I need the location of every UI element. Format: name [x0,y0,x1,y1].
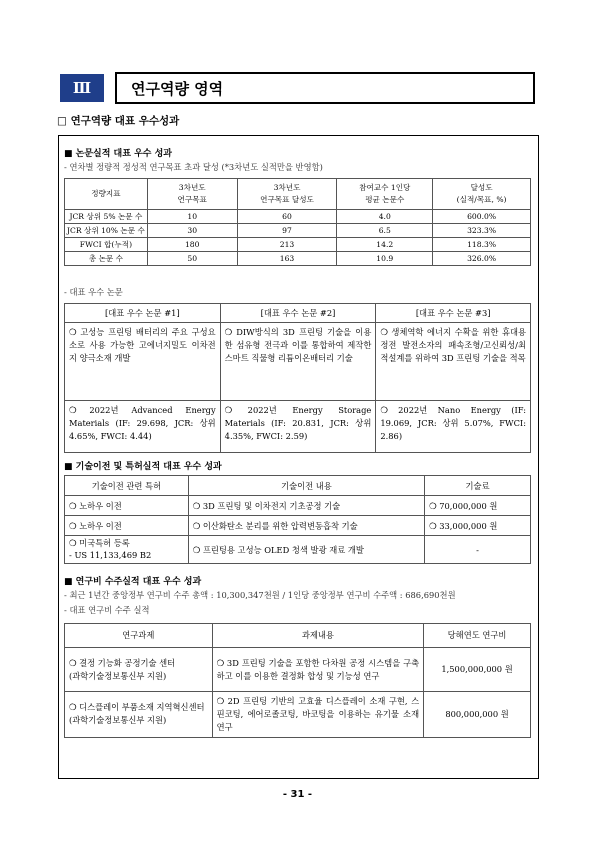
table-row [65,516,531,536]
table-header-row [65,476,531,496]
rep-paper-info: ❍ 2022년 Energy Storage Materials (IF: 20.831, JCR: 상위 4.35%, FWCI: 2.59) [220,401,376,453]
cell: ❍ 미국특허 등록 - US 11,133,469 B2 [65,536,189,564]
rep-paper-label: [대표 우수 논문 #1] [65,304,221,323]
cell: 6.5 [337,224,433,238]
cell: 4.0 [337,210,433,224]
tech-heading: ■ 기술이전 및 특허실적 대표 우수 성과 [64,462,222,472]
col-header: 기술이전 관련 특허 [65,476,189,496]
col-header: 기술료 [425,476,531,496]
cell: JCR 상위 10% 논문 수 [65,224,148,238]
table-row [65,210,531,224]
cell: 총 논문 수 [65,252,148,266]
funding-heading: ■ 연구비 수주실적 대표 우수 성과 [64,577,202,587]
col-header: 정량지표 [65,179,148,210]
cell: ❍ 70,000,000 원 [425,496,531,516]
cell: ❍ 3D 프린팅 기술을 포함한 다차원 공정 시스템을 구축하고 이를 이용한 결정화 합성 및 기능성 연구 [212,648,423,692]
table-row [65,401,531,453]
cell: 163 [237,252,337,266]
col-header: 기술이전 내용 [188,476,424,496]
cell: 30 [147,224,237,238]
table-row [65,323,531,401]
cell: 323.3% [433,224,531,238]
table-row [65,238,531,252]
rep-paper-label: [대표 우수 논문 #2] [220,304,376,323]
cell: ❍ 33,000,000 원 [425,516,531,536]
papers-note: - 연차별 정량적 정성적 연구목표 초과 달성 (*3차년도 실적만을 반영함) [64,162,323,172]
col-header: 당해연도 연구비 [424,624,531,648]
cell: ❍ 3D 프린팅 및 이차전지 기초공정 기술 [188,496,424,516]
cell: ❍ 프린팅용 고성능 OLED 청색 발광 재료 개발 [188,536,424,564]
cell: 180 [147,238,237,252]
page-number: - 31 - [282,789,313,800]
col-header: 달성도 (실적/목표, %) [433,179,531,210]
rep-paper-label: [대표 우수 논문 #3] [376,304,531,323]
cell: 10.9 [337,252,433,266]
cell: 600.0% [433,210,531,224]
table-row [65,496,531,516]
section-heading: □ 연구역량 대표 우수성과 [57,115,180,127]
rep-paper-desc: ❍ DIW방식의 3D 프린팅 기술을 이용한 섬유형 전극과 이를 통합하여 제작한 스마트 직물형 리튬이온배터리 기술 [220,323,376,401]
funding-note-total: - 최근 1년간 중앙정부 연구비 수주 총액 : 10,300,347천원 / 1인당 중앙정부 연구비 수주액 : 686,690천원 [64,590,456,600]
cell: 60 [237,210,337,224]
cell: FWCI 합(누적) [65,238,148,252]
rep-paper-info: ❍ 2022년 Nano Energy (IF: 19.069, JCR: 상위 5.07%, FWCI: 2.86) [376,401,531,453]
cell: 800,000,000 원 [424,692,531,738]
chapter-title: 연구역량 영역 [115,72,535,104]
cell: ❍ 결정 기능화 공정기술 센터 (과학기술정보통신부 지원) [65,648,213,692]
rep-papers-note: - 대표 우수 논문 [64,287,123,297]
tech-transfer-table [64,475,531,564]
table-row [65,692,531,738]
table-row [65,224,531,238]
funding-table [64,623,531,738]
table-row [65,252,531,266]
cell: 50 [147,252,237,266]
table-row [65,536,531,564]
rep-paper-desc: ❍ 생체역학 에너지 수확을 위한 휴대용 정전 발전소자의 패속조형/고신뢰성/최적설계를 위하여 3D 프린팅 기술을 적목 [376,323,531,401]
funding-note-rep: - 대표 연구비 수주 실적 [64,605,150,615]
rep-papers-table [64,303,531,453]
cell: ❍ 디스플레이 부품소재 지역혁신센터 (과학기술정보통신부 지원) [65,692,213,738]
col-header: 참여교수 1인당 평균 논문수 [337,179,433,210]
cell: 14.2 [337,238,433,252]
cell: 10 [147,210,237,224]
cell: 97 [237,224,337,238]
cell: JCR 상위 5% 논문 수 [65,210,148,224]
table-row [65,648,531,692]
cell: 213 [237,238,337,252]
papers-metrics-table [64,178,531,266]
cell: ❍ 이산화탄소 분리를 위한 압력변동흡착 기술 [188,516,424,536]
chapter-number: Ⅲ [60,74,104,102]
cell: 118.3% [433,238,531,252]
cell: 1,500,000,000 원 [424,648,531,692]
col-header: 3차년도 연구목표 달성도 [237,179,337,210]
cell: 326.0% [433,252,531,266]
table-header-row [65,179,531,210]
cell: - [425,536,531,564]
cell: ❍ 노하우 이전 [65,496,189,516]
col-header: 과제내용 [212,624,423,648]
table-header-row [65,624,531,648]
cell: ❍ 노하우 이전 [65,516,189,536]
papers-heading: ■ 논문실적 대표 우수 성과 [64,149,172,159]
rep-paper-desc: ❍ 고성능 프린팅 배터리의 주요 구성요소로 사용 가능한 고에너지밀도 이차전지 양극소재 개발 [65,323,221,401]
col-header: 3차년도 연구목표 [147,179,237,210]
col-header: 연구과제 [65,624,213,648]
cell: ❍ 2D 프린팅 기반의 고효율 디스플레이 소재 구현, 스핀코팅, 에어로졸코팅, 바코팅을 이용하는 유기물 소재 연구 [212,692,423,738]
rep-paper-info: ❍ 2022년 Advanced Energy Materials (IF: 29.698, JCR: 상위 4.65%, FWCI: 4.44) [65,401,221,453]
table-header-row [65,304,531,323]
